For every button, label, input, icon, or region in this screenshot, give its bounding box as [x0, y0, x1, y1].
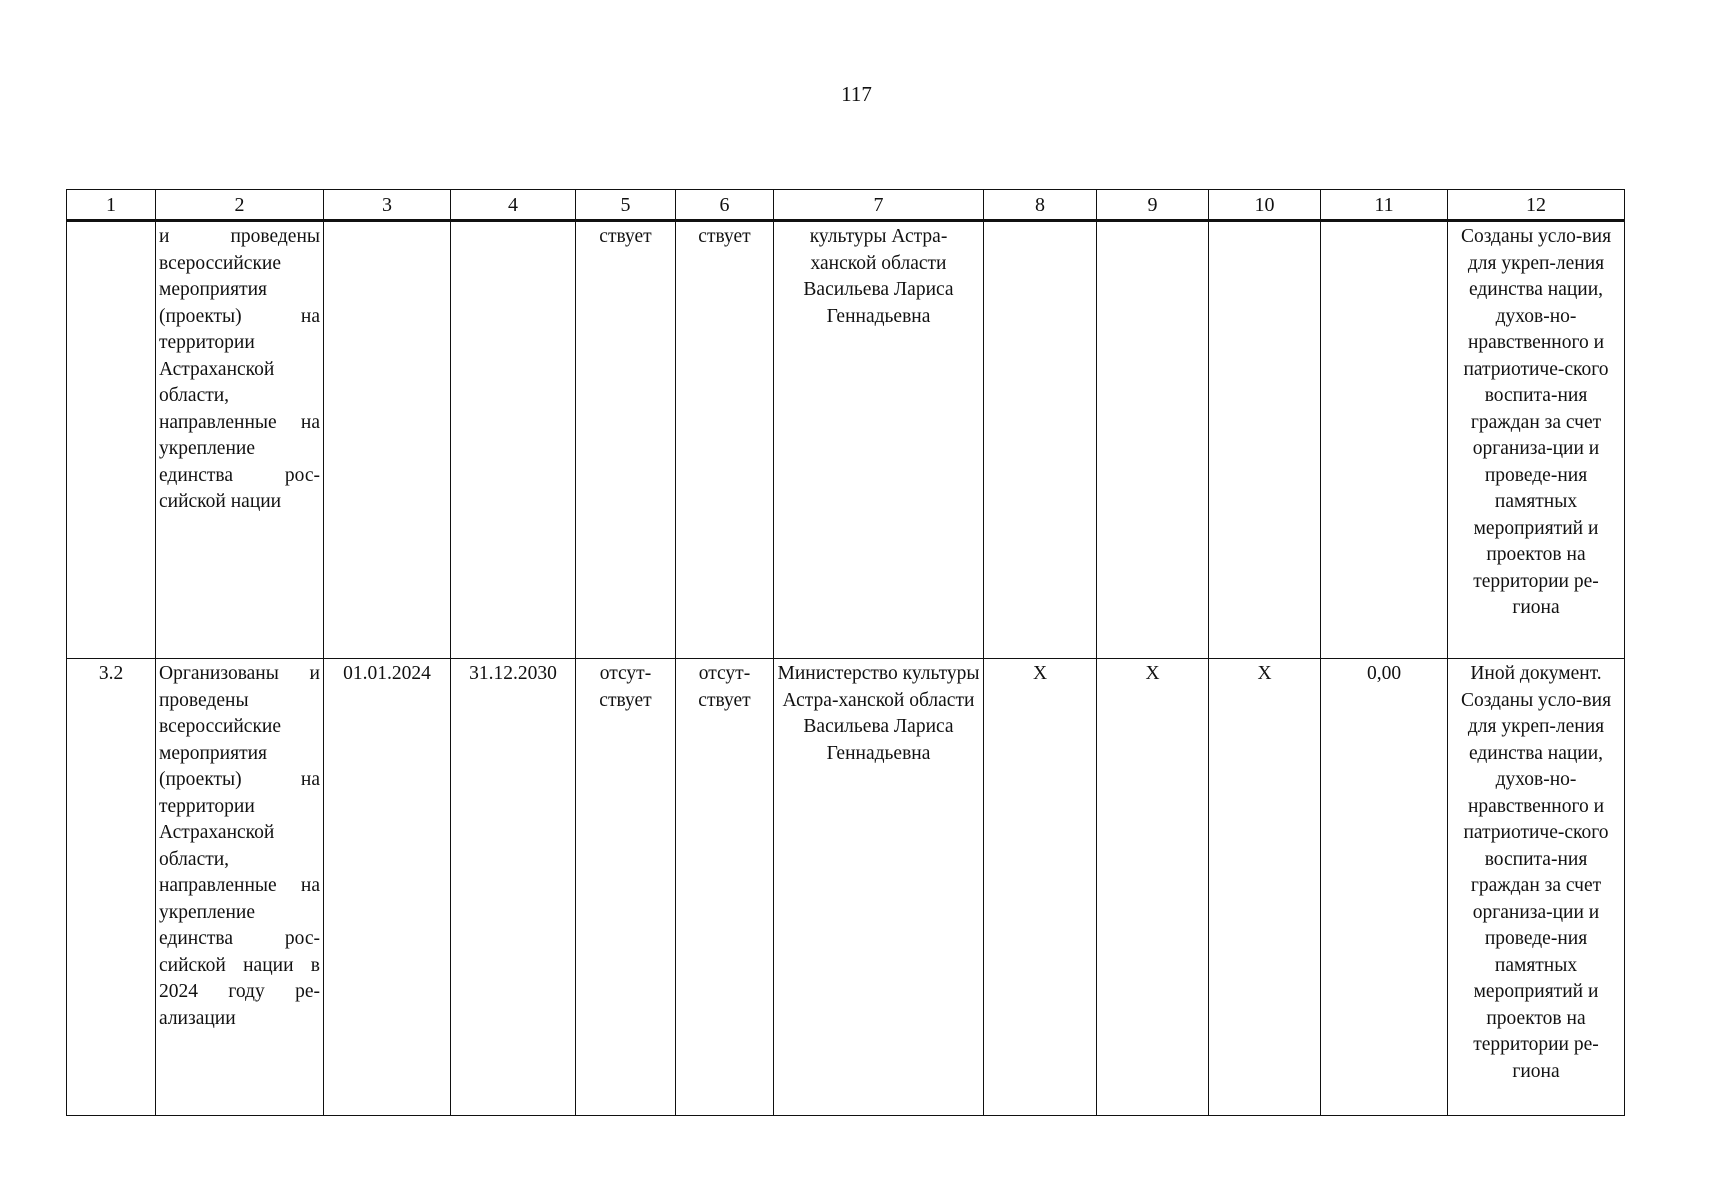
column-9-cell: Х — [1097, 659, 1209, 1116]
column-6-cell: отсут-ствует — [676, 659, 774, 1116]
column-header: 2 — [156, 190, 324, 221]
column-header: 11 — [1321, 190, 1448, 221]
column-9-cell — [1097, 221, 1209, 659]
column-5-cell: отсут-ствует — [576, 659, 676, 1116]
end-date-cell — [451, 221, 576, 659]
column-header: 8 — [984, 190, 1097, 221]
row-number-cell: 3.2 — [67, 659, 156, 1116]
column-header: 7 — [774, 190, 984, 221]
column-header: 4 — [451, 190, 576, 221]
page-number: 117 — [841, 82, 872, 106]
document-table — [66, 189, 1625, 1116]
start-date-cell — [324, 221, 451, 659]
amount-cell — [1321, 221, 1448, 659]
result-cell: Созданы усло-вия для укреп-ления единства нации, духов-но-нравственного и патриотиче-ского воспита-ния граждан за счет организа-ции и проведе-ния памятных мероприятий и проектов на территории ре-гиона — [1448, 221, 1625, 659]
column-header: 3 — [324, 190, 451, 221]
column-5-cell: ствует — [576, 221, 676, 659]
column-header: 10 — [1209, 190, 1321, 221]
responsible-cell: Министерство культуры Астра-ханской области Васильева Лариса Геннадьевна — [774, 659, 984, 1116]
table-row — [67, 659, 1625, 1116]
column-10-cell: Х — [1209, 659, 1321, 1116]
start-date-cell: 01.01.2024 — [324, 659, 451, 1116]
column-header: 5 — [576, 190, 676, 221]
column-6-cell: ствует — [676, 221, 774, 659]
column-header: 12 — [1448, 190, 1625, 221]
column-8-cell: Х — [984, 659, 1097, 1116]
column-header-row — [67, 190, 1625, 221]
column-header: 1 — [67, 190, 156, 221]
result-cell: Иной документ. Созданы усло-вия для укреп-ления единства нации, духов-но-нравственного и патриотиче-ского воспита-ния граждан за счет организа-ции и проведе-ния памятных мероприятий и проектов на территории ре-гиона — [1448, 659, 1625, 1116]
column-header: 9 — [1097, 190, 1209, 221]
end-date-cell: 31.12.2030 — [451, 659, 576, 1116]
responsible-cell: культуры Астра-ханской области Васильева Лариса Геннадьевна — [774, 221, 984, 659]
column-8-cell — [984, 221, 1097, 659]
event-name-cell: Организованы и проведены всероссийские мероприятия (проекты) на территории Астраханской области, направленные на укрепление единства рос-сийской нации в 2024 году ре-ализации — [156, 659, 324, 1116]
table-row — [67, 221, 1625, 659]
column-10-cell — [1209, 221, 1321, 659]
amount-cell: 0,00 — [1321, 659, 1448, 1116]
row-number-cell — [67, 221, 156, 659]
event-name-cell: и проведены всероссийские мероприятия (проекты) на территории Астраханской области, направленные на укрепление единства рос-сийской нации — [156, 221, 324, 659]
column-header: 6 — [676, 190, 774, 221]
